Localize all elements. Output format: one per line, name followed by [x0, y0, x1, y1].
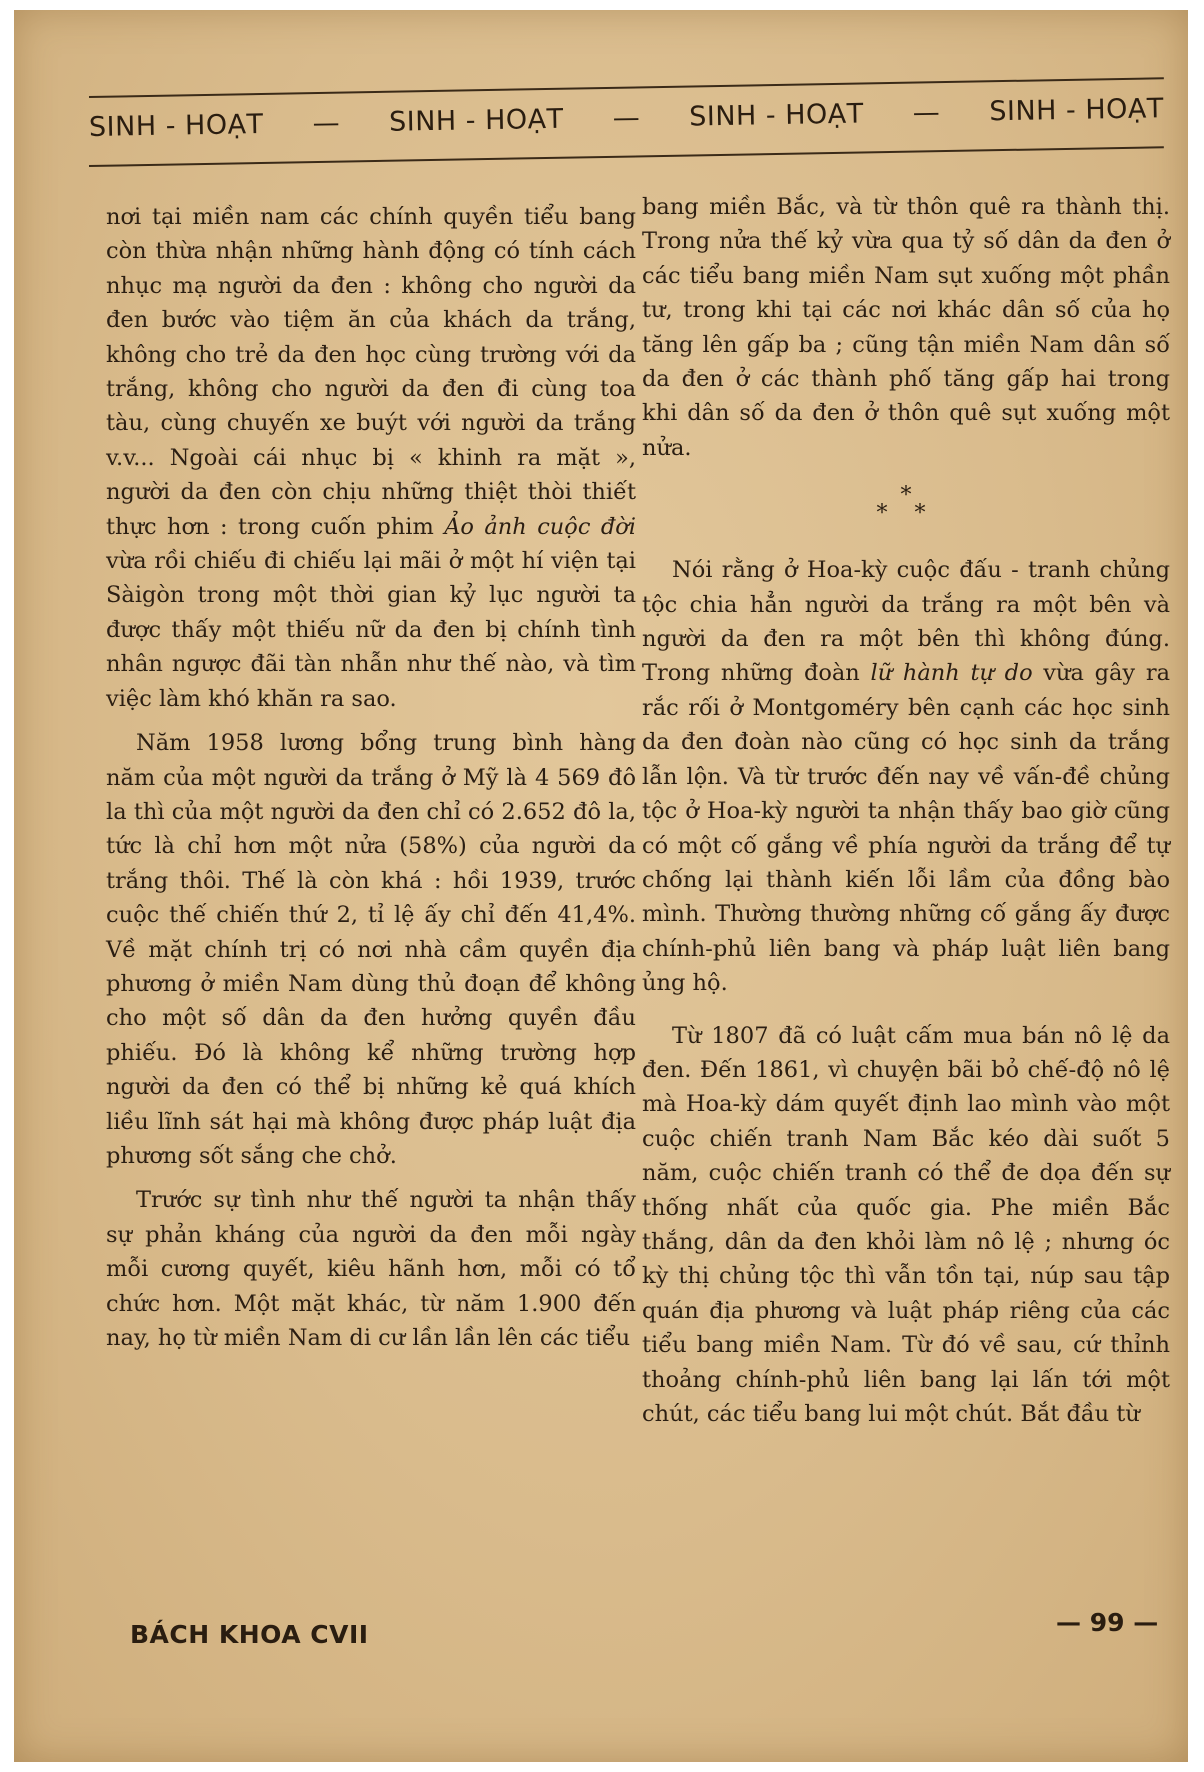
header-top-rule	[89, 77, 1164, 98]
left-paragraph-3: Trước sự tình như thế người ta nhận thấy sự phản kháng của người da đen mỗi ngày mỗi cương quyết, kiêu hãnh hơn, mỗi có tổ chức hơn. Một mặt khác, từ năm 1.900 đến nay, họ từ miền Nam di cư lần lần lên các tiểu	[106, 1187, 636, 1351]
running-head-section-1: SINH - HOẠT	[88, 108, 264, 143]
section-break-asterism	[642, 483, 1170, 527]
right-paragraph-2-start: Nói rằng ở Hoa-kỳ cuộc đấu - tranh chủng tộc chia hẳn người da trắng ra một bên và người da đen ra một bên thì không đúng. Trong những đoàn	[642, 557, 1170, 687]
left-paragraph-1-text: nơi tại miền nam các chính quyền tiểu bang còn thừa nhận những hành động có tính cách nhục mạ người da đen : không cho người da đen bước vào tiệm ăn của khách da trắng, không cho trẻ da đen học cùng trường với da trắng, không cho người da đen đi cùng toa tàu, cùng chuyến xe buýt với người da trắng v.v... Ngoài cái nhục bị « khinh ra mặt », người da đen còn chịu những thiệt thòi thiết thực hơn : trong cuốn phim	[106, 204, 636, 540]
page-number: — 99 —	[1056, 1608, 1159, 1637]
right-column	[642, 190, 1170, 1431]
left-paragraph-2: Năm 1958 lương bổng trung bình hàng năm của một người da trắng ở Mỹ là 4 569 đô la thì của một người da đen chỉ có 2.652 đô la, tức là chỉ hơn một nửa (58%) của người da trắng thôi. Thế là còn khá : hồi 1939, trước cuộc thế chiến thứ 2, tỉ lệ ấy chỉ đến 41,4%. Về mặt chính trị có nơi nhà cầm quyền địa phương ở miền Nam dùng thủ đoạn để không cho một số dân da đen hưởng quyền đầu phiếu. Đó là không kể những trường hợp người da đen có thể bị những kẻ quá khích liều lĩnh sát hại mà không được pháp luật địa phương sốt sắng che chở.	[106, 730, 636, 1169]
asterism-bottom: * *	[876, 501, 936, 527]
left-paragraph-1	[106, 200, 636, 716]
running-head-separator-1: —	[312, 107, 341, 140]
left-column	[106, 200, 636, 1355]
header-bottom-rule	[89, 146, 1164, 167]
right-paragraph-2	[642, 553, 1170, 1000]
running-head-separator-3: —	[912, 97, 941, 129]
running-head-section-2: SINH - HOẠT	[388, 103, 564, 138]
running-head-separator-2: —	[612, 102, 641, 134]
page-sheet	[14, 10, 1188, 1762]
right-paragraph-1: bang miền Bắc, và từ thôn quê ra thành thị. Trong nửa thế kỷ vừa qua tỷ số dân da đen ở các tiểu bang miền Nam sụt xuống một phần tư, trong khi tại các nơi khác dân số của họ tăng lên gấp ba ; cũng tận miền Nam dân số da đen ở các thành phố tăng gấp hai trong khi dân số da đen ở thôn quê sụt xuống một nửa.	[642, 194, 1170, 461]
right-paragraph-2-end: vừa gây ra rắc rối ở Montgoméry bên cạnh các học sinh da đen đoàn nào cũng có học sinh da trắng lẫn lộn. Và từ trước đến nay về vấn-đề chủng tộc ở Hoa-kỳ người ta nhận thấy bao giờ cũng có một cố gắng về phía người da trắng để tự chống lại thành kiến lỗi lầm của đồng bào mình. Thường thường những cố gắng ấy được chính-phủ liên bang và pháp luật liên bang ủng hộ.	[642, 660, 1171, 997]
publication-footer: BÁCH KHOA CVII	[130, 1620, 369, 1649]
running-head	[89, 93, 1164, 143]
asterism-top: *	[900, 483, 912, 509]
film-title: Ảo ảnh cuộc đời	[444, 513, 636, 540]
freedom-riders-term: lữ hành tự do	[870, 660, 1033, 687]
right-paragraph-3: Từ 1807 đã có luật cấm mua bán nô lệ da đen. Đến 1861, vì chuyện bãi bỏ chế-độ nô lệ mà Hoa-kỳ dám quyết định lao mình vào một cuộc chiến tranh Nam Bắc kéo dài suốt 5 năm, cuộc chiến tranh có thể đe dọa đến sự thống nhất của quốc gia. Phe miền Bắc thắng, dân da đen khỏi làm nô lệ ; nhưng óc kỳ thị chủng tộc thì vẫn tồn tại, núp sau tập quán địa phương và luật pháp riêng của các tiểu bang miền Nam. Từ đó về sau, cứ thỉnh thoảng chính-phủ liên bang lại lấn tới một chút, các tiểu bang lui một chút. Bắt đầu từ	[642, 1022, 1170, 1427]
running-head-section-4: SINH - HOẠT	[989, 93, 1165, 128]
running-head-section-3: SINH - HOẠT	[688, 98, 864, 133]
left-paragraph-1-rest: vừa rồi chiếu đi chiếu lại mãi ở một hí viện tại Sàigòn trong một thời gian kỷ lục người ta được thấy một thiếu nữ da đen bị chính tình nhân ngược đãi tàn nhẫn như thế nào, và tìm việc làm khó khăn ra sao.	[106, 548, 636, 712]
